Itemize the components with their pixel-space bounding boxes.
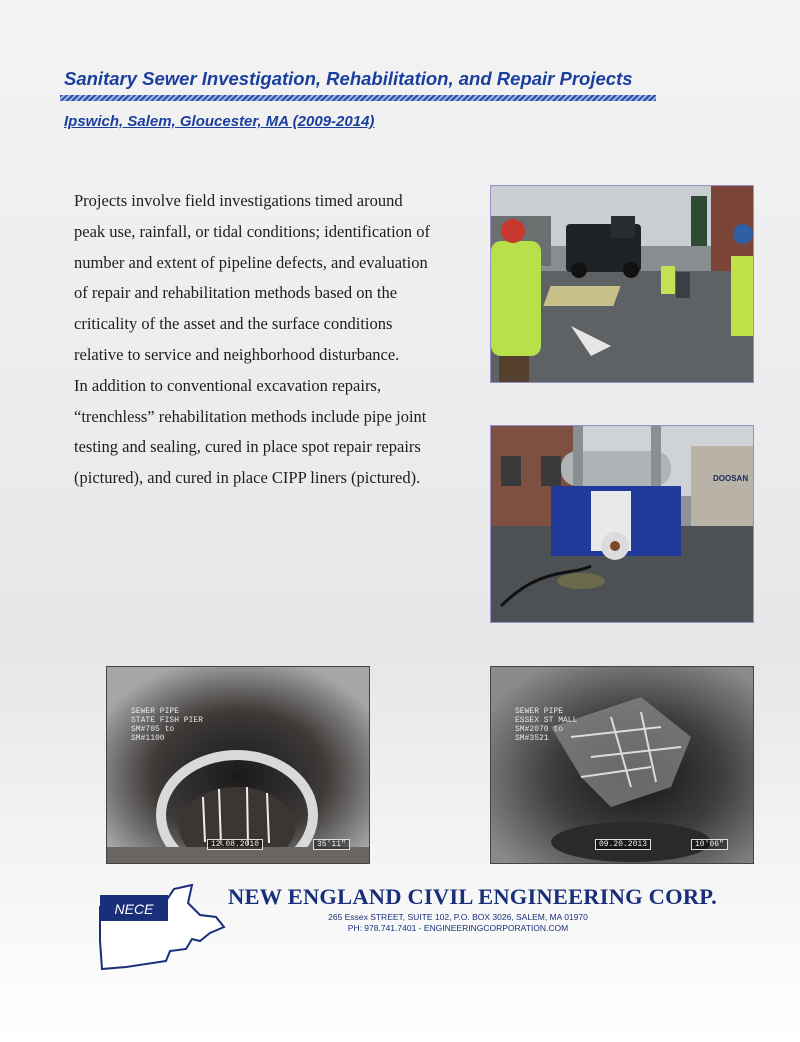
pipe-interior-image-1	[107, 667, 370, 864]
company-address: 265 Essex STREET, SUITE 102, P.O. BOX 3026, SALEM, MA 01970	[328, 912, 588, 922]
truck-brand-label: DOOSAN	[713, 474, 749, 483]
pipe-1-date-stamp: 12.08.2010	[207, 839, 263, 850]
massachusetts-map-icon	[96, 881, 226, 973]
description-paragraph-2: In addition to conventional excavation repairs, “trenchless” rehabilitation methods include pipe joint testing and sealing, cured in place spot repair repairs (pictured), and cured in place CIPP liners (pictured).	[74, 375, 427, 488]
photo-pipe-state-fish-pier	[106, 666, 370, 864]
logo-text: NECE	[114, 901, 154, 917]
pipe-interior-image-2	[491, 667, 754, 864]
pipe-1-overlay-label: SEWER PIPE STATE FISH PIER SM#705 to SM#1100	[131, 707, 204, 743]
page-title: Sanitary Sewer Investigation, Rehabilitation, and Repair Projects	[64, 68, 633, 89]
field-crew-image	[491, 186, 754, 383]
page-subtitle: Ipswich, Salem, Gloucester, MA (2009-2014)	[64, 113, 375, 130]
pipe-2-overlay-label: SEWER PIPE ESSEX ST MALL SM#2070 to SM#3521	[515, 707, 578, 743]
repair-rig-image	[491, 426, 754, 623]
project-description	[74, 186, 434, 494]
company-name: NEW ENGLAND CIVIL ENGINEERING CORP.	[228, 884, 717, 909]
title-divider	[60, 95, 656, 101]
photo-repair-rig	[490, 425, 754, 623]
pipe-2-distance-stamp: 10'06"	[691, 839, 728, 850]
company-contact: PH: 978.741.7401 - ENGINEERINGCORPORATION.COM	[347, 923, 569, 933]
photo-pipe-essex-st-mall	[490, 666, 754, 864]
nece-logo	[96, 881, 226, 973]
pipe-2-date-stamp: 09.20.2013	[595, 839, 651, 850]
pipe-1-distance-stamp: 35'11"	[313, 839, 350, 850]
photo-field-crew	[490, 185, 754, 383]
description-paragraph-1: Projects involve field investigations timed around peak use, rainfall, or tidal conditions; identification of number and extent of pipeline defects, and evaluation of repair and rehabilitation methods based on the criticality of the asset and the surface conditions relative to service and neighborhood disturbance.	[74, 191, 431, 364]
